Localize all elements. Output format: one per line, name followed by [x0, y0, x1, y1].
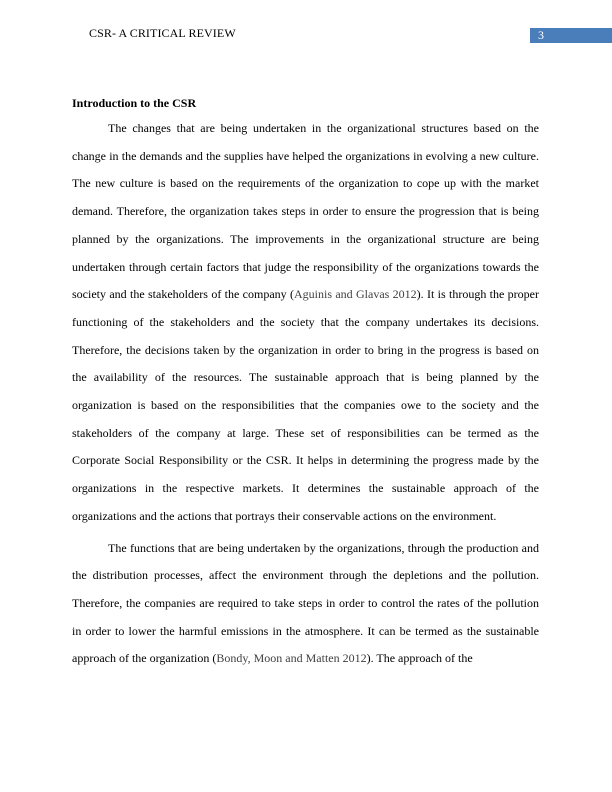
page-number-badge: 3 — [530, 28, 612, 43]
paragraph-1-text-start: The changes that are being undertaken in the organizational structures based on the change in the demands and the supplies have helped the organizations in evolving a new culture. The new culture is based on the requirements of the organization to cope up with the market demand. Therefore, the organization takes steps in order to ensure the progression that is being planned by the organizations. The improvements in the organizational structure are being undertaken through certain factors that judge the responsibility of the organizations towards the society and the stakeholders of the company ( — [72, 121, 539, 302]
paragraph-1-text-end: ). It is through the proper functioning of the stakeholders and the society that the company undertakes its decisions. Therefore, the decisions taken by the organization in order to bring in the progress is based on the availability of the resources. The sustainable approach that is being planned by the organization is based on the responsibilities that the companies owe to the society and the stakeholders of the company at large. These set of responsibilities can be termed as the Corporate Social Responsibility or the CSR. It helps in determining the progress made by the organizations in the respective markets. It determines the sustainable approach of the organizations and the actions that portrays their conservable actions on the environment. — [72, 287, 539, 523]
citation-bondy-moon-matten: Bondy, Moon and Matten 2012 — [216, 651, 367, 666]
paragraph-2-text-end: ). The approach of the — [366, 651, 473, 666]
body-paragraph-1 — [72, 115, 539, 531]
citation-aguinis-glavas: Aguinis and Glavas 2012 — [293, 287, 417, 302]
section-heading: Introduction to the CSR — [72, 96, 197, 110]
running-header-title: CSR- A CRITICAL REVIEW — [89, 26, 236, 40]
paragraph-2-text-start: The functions that are being undertaken by the organizations, through the production and the distribution processes, affect the environment through the depletions and the pollution. Therefore, the companies are required to take steps in order to control the rates of the pollution in order to lower the harmful emissions in the atmosphere. It can be termed as the sustainable approach of the organization ( — [72, 540, 539, 666]
document-body — [72, 95, 539, 673]
body-paragraph-2 — [72, 535, 539, 674]
